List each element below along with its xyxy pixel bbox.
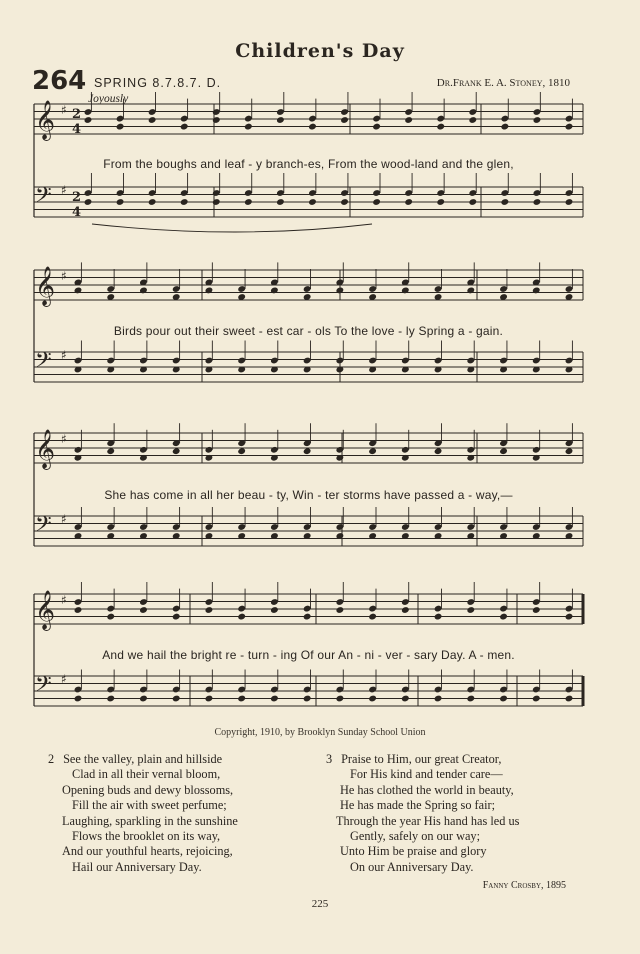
note-head [565,447,574,455]
note-head [308,198,317,206]
time-signature-top: 2 [72,190,82,205]
copyright-notice: Copyright, 1910, by Brooklyn Sunday School Union [214,727,426,738]
note-head [436,123,445,131]
time-signature-bottom: 4 [72,205,82,220]
note-head [466,695,475,703]
note-head [336,287,345,295]
treble-clef-icon: 𝄞 [35,590,56,630]
note-head [205,695,214,703]
note-head [303,447,312,455]
note-head [340,198,349,206]
note-head [401,287,410,295]
note-head [116,123,125,131]
note-head [205,287,214,295]
note-head [270,606,279,614]
note-head [270,695,279,703]
note-head [303,613,312,621]
key-signature-sharp-icon: ♯ [61,512,67,526]
bass-clef-icon: 𝄢 [35,183,52,213]
verse-line: Praise to Him, our great Creator, [341,752,502,766]
key-signature-sharp-icon: ♯ [61,348,67,362]
note-head [404,198,413,206]
note-head [340,116,349,124]
note-head [436,198,445,206]
lyric-line-4: And we hail the bright re - turn - ing Of our An - ni - ver - sary Day. A - men. [102,648,515,662]
note-head [565,695,574,703]
note-head [468,198,477,206]
note-head [434,695,443,703]
note-head [172,447,181,455]
treble-clef-icon: 𝄞 [35,429,56,469]
verse-2 [48,752,238,875]
verse-line: Fill the air with sweet perfume; [72,798,227,813]
note-head [308,123,317,131]
bass-clef-icon: 𝄢 [35,348,52,378]
verse-line: He has made the Spring so fair; [340,798,496,813]
note-head [139,695,148,703]
verse-line: Laughing, sparkling in the sunshine [62,813,238,828]
time-signature-bottom: 4 [72,122,82,137]
note-head [148,198,157,206]
note-head [499,613,508,621]
note-head [205,606,214,614]
verse-line: On our Anniversary Day. [350,859,474,874]
bass-clef-icon: 𝄢 [35,672,52,702]
time-signature-top: 2 [72,107,82,122]
key-signature-sharp-icon: ♯ [61,103,67,117]
note-head [139,606,148,614]
verse-line: Opening buds and dewy blossoms, [62,782,234,797]
key-signature-sharp-icon: ♯ [61,183,67,197]
note-head [565,198,574,206]
note-head [212,198,221,206]
lyric-line-2: Birds pour out their sweet - est car - ols To the love - ly Spring a - gain. [113,324,504,338]
note-head [372,198,381,206]
note-head [434,613,443,621]
treble-clef-icon: 𝄞 [35,266,56,306]
note-head [466,287,475,295]
verse-line: He has clothed the world in beauty, [340,782,514,797]
verse-line: Flows the brooklet on its way, [72,829,221,844]
note-head [434,447,443,455]
note-head [139,287,148,295]
composer-credit: Dr.Frank E. A. Stoney, 1810 [436,77,570,89]
verse-line: Through the year His hand has led us [336,813,520,828]
note-head [499,447,508,455]
key-signature-sharp-icon: ♯ [61,432,67,446]
lyricist-credit: Fanny Crosby, 1895 [482,880,566,891]
treble-clef-icon: 𝄞 [35,100,56,140]
verse-line: Unto Him be praise and glory [340,844,487,859]
tempo-marking: Joyously [88,93,129,105]
note-head [212,116,221,124]
note-head [372,123,381,131]
note-head [401,606,410,614]
page-title: Children's Day [235,40,405,62]
note-head [237,447,246,455]
note-head [276,116,285,124]
note-head [237,695,246,703]
note-head [532,287,541,295]
note-head [74,606,83,614]
lyric-line-3: She has come in all her beau - ty, Win - ter storms have passed a - way,— [104,488,513,502]
note-head [74,695,83,703]
key-signature-sharp-icon: ♯ [61,593,67,607]
note-head [336,606,345,614]
note-head [180,198,189,206]
bass-clef-icon: 𝄢 [35,512,52,542]
tie-curve [92,224,372,232]
note-head [84,116,93,124]
verse-number: 2 [48,752,55,766]
key-signature-sharp-icon: ♯ [61,672,67,686]
verse-line: Clad in all their vernal bloom, [72,767,221,782]
note-head [74,287,83,295]
note-head [116,198,125,206]
note-head [276,198,285,206]
key-signature-sharp-icon: ♯ [61,269,67,283]
page-number: 225 [311,898,329,910]
note-head [237,613,246,621]
note-head [533,198,542,206]
verse-line: Hail our Anniversary Day. [72,859,202,874]
note-head [106,613,115,621]
note-head [533,116,542,124]
note-head [499,695,508,703]
note-head [336,695,345,703]
note-head [180,123,189,131]
note-head [172,695,181,703]
verse-line: Gently, safely on our way; [350,829,480,844]
verse-line: For His kind and tender care— [350,767,503,782]
verse-number: 3 [326,752,333,766]
verse-line: And our youthful hearts, rejoicing, [62,844,233,859]
verse-3 [326,752,519,875]
note-head [106,695,115,703]
note-head [565,123,574,131]
note-head [468,116,477,124]
note-head [172,613,181,621]
note-head [501,123,510,131]
note-head [368,613,377,621]
note-head [565,613,574,621]
note-head [84,198,93,206]
note-head [368,447,377,455]
hymn-number: 264 [32,66,87,96]
note-head [303,695,312,703]
note-head [401,695,410,703]
note-head [244,123,253,131]
note-head [404,116,413,124]
tune-name: SPRING 8.7.8.7. D. [94,76,222,90]
note-head [106,447,115,455]
note-head [368,695,377,703]
lyric-line-1: From the boughs and leaf - y branch-es, From the wood-land and the glen, [103,157,514,171]
note-head [501,198,510,206]
note-head [244,198,253,206]
note-head [532,695,541,703]
note-head [466,606,475,614]
note-head [532,606,541,614]
verse-line: See the valley, plain and hillside [63,752,223,766]
note-head [148,116,157,124]
note-head [270,287,279,295]
